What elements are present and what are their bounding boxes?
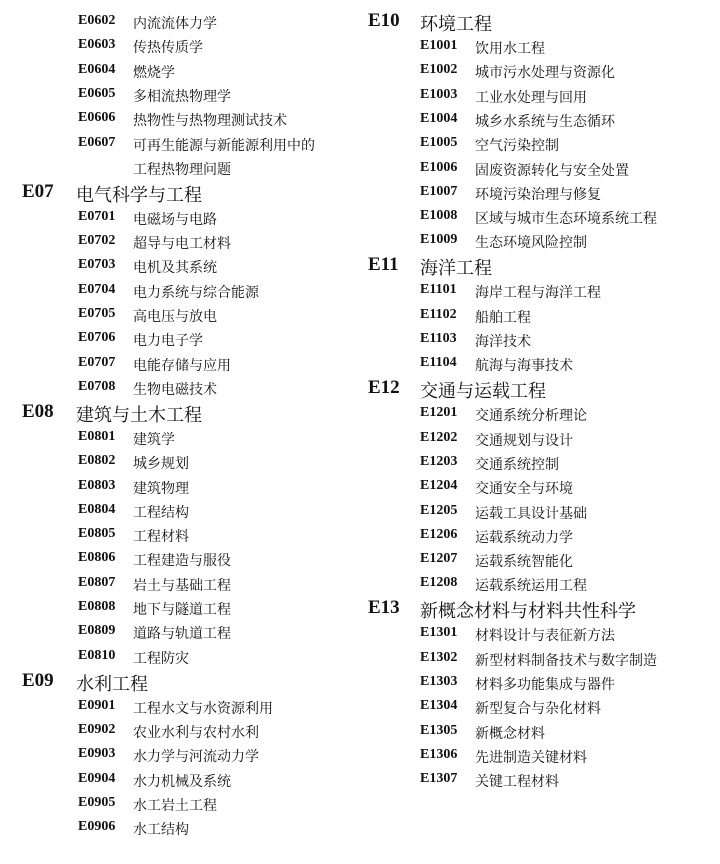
item-code: E0905: [78, 794, 116, 810]
section-code: E11: [368, 254, 399, 276]
section-code: E12: [368, 377, 400, 399]
item-name: 环境污染治理与修复: [475, 186, 601, 203]
item-code: E0809: [78, 623, 116, 639]
item-name: 城乡水系统与生态循环: [475, 113, 615, 130]
item-code: E1306: [420, 746, 458, 762]
item-name: 材料设计与表征新方法: [475, 628, 615, 645]
item-code: E0805: [78, 526, 116, 542]
item-name: 饮用水工程: [475, 41, 545, 57]
item-name: 工程结构: [133, 504, 189, 521]
item-code: E1005: [420, 135, 458, 151]
item-code: E0606: [78, 110, 116, 126]
item-name: 运载系统智能化: [475, 554, 573, 571]
item-code: E1009: [420, 232, 458, 248]
item-code: E0705: [78, 306, 116, 321]
item-name: 电力系统与综合能源: [133, 284, 259, 301]
item-name: 传热传质学: [133, 40, 203, 57]
item-code: E1302: [420, 649, 458, 665]
item-code: E0902: [78, 721, 116, 737]
item-name: 燃烧学: [133, 64, 175, 81]
item-name: 交通系统控制: [475, 456, 559, 473]
item-code: E0804: [78, 501, 116, 517]
item-name: 水力机械及系统: [133, 773, 231, 790]
item-name: 新概念材料: [475, 725, 545, 742]
item-code: E0703: [78, 257, 116, 273]
item-code: E1305: [420, 722, 458, 738]
section-title: 海洋工程: [420, 258, 492, 280]
section-title: 水利工程: [76, 673, 148, 695]
section-code: E13: [368, 597, 400, 619]
item-code: E0810: [78, 647, 116, 663]
item-code: E0802: [78, 453, 116, 469]
item-code: E1304: [420, 698, 458, 714]
item-code: E0607: [78, 134, 116, 150]
section-title: 建筑与土木工程: [76, 404, 202, 426]
item-code: E1303: [420, 674, 458, 689]
item-name: 可再生能源与新能源利用中的: [133, 137, 315, 154]
item-name: 交通安全与环境: [475, 481, 573, 498]
item-code: E0707: [78, 354, 116, 370]
item-code: E0901: [78, 697, 116, 713]
item-code: E1003: [420, 86, 458, 102]
item-name: 多相流热物理学: [133, 88, 231, 105]
item-code: E0704: [78, 281, 116, 297]
item-code: E1208: [420, 575, 458, 591]
item-code: E1307: [420, 771, 458, 787]
item-name: 建筑学: [133, 431, 175, 448]
item-code: E1202: [420, 429, 458, 445]
item-code: E1204: [420, 478, 458, 494]
item-code: E0701: [78, 208, 116, 224]
item-name: 内流流体力学: [133, 16, 217, 32]
item-name: 超导与电工材料: [133, 236, 231, 253]
item-code: E0604: [78, 61, 116, 77]
item-name: 水工岩土工程: [133, 797, 217, 814]
item-code: E1102: [420, 306, 457, 322]
item-name: 交通系统分析理论: [475, 408, 587, 425]
item-code: E0906: [78, 819, 116, 835]
item-name: 工程建造与服役: [133, 553, 231, 570]
section-code: E10: [368, 10, 400, 31]
item-code: E1205: [420, 502, 458, 518]
item-name: 海洋技术: [475, 334, 531, 350]
section-title: 交通与运载工程: [420, 381, 546, 403]
item-name: 先进制造关键材料: [475, 749, 587, 766]
item-code: E0702: [78, 233, 116, 249]
item-name: 电能存储与应用: [133, 357, 231, 374]
section-title: 环境工程: [420, 14, 492, 35]
item-name: 生物电磁技术: [133, 381, 217, 398]
item-name: 电磁场与电路: [133, 211, 217, 228]
item-code: E0602: [78, 13, 116, 28]
item-code: E0605: [78, 85, 116, 101]
item-name: 新型材料制备技术与数字制造: [475, 652, 657, 669]
item-code: E0807: [78, 574, 116, 590]
item-code: E1002: [420, 62, 458, 78]
item-code: E0603: [78, 37, 116, 53]
item-code: E1006: [420, 159, 458, 175]
item-name: 岩土与基础工程: [133, 577, 231, 594]
item-code: E0806: [78, 550, 116, 566]
item-code: E1203: [420, 453, 458, 469]
item-code: E1101: [420, 282, 457, 298]
item-code: E1008: [420, 208, 458, 224]
item-name: 水工结构: [133, 822, 189, 839]
item-name: 农业水利与农村水利: [133, 724, 259, 741]
item-code: E1301: [420, 625, 458, 641]
item-code: E1007: [420, 183, 458, 199]
item-name: 海岸工程与海洋工程: [475, 285, 601, 302]
item-name: 工程材料: [133, 529, 189, 546]
item-name: 交通规划与设计: [475, 432, 573, 449]
item-name: 电力电子学: [133, 333, 203, 350]
section-code: E09: [22, 669, 54, 691]
item-name: 道路与轨道工程: [133, 626, 231, 643]
item-name: 空气污染控制: [475, 138, 559, 155]
item-name: 高电压与放电: [133, 309, 217, 325]
item-name: 材料多功能集成与器件: [475, 677, 615, 693]
item-code: E1207: [420, 551, 458, 567]
item-code: E1104: [420, 355, 457, 371]
item-name: 新型复合与杂化材料: [475, 701, 601, 718]
item-code: E0904: [78, 770, 116, 786]
item-name: 地下与隧道工程: [133, 602, 231, 618]
item-name: 城乡规划: [133, 456, 189, 473]
item-name: 区域与城市生态环境系统工程: [475, 211, 657, 228]
item-name: 工程水文与水资源利用: [133, 700, 273, 717]
item-code: E1206: [420, 526, 458, 542]
item-name: 城市污水处理与资源化: [475, 65, 615, 82]
item-name: 工程防灾: [133, 650, 189, 667]
item-code: E0808: [78, 599, 116, 614]
item-name: 运载系统动力学: [475, 529, 573, 546]
item-name: 运载系统运用工程: [475, 578, 587, 595]
item-code: E0801: [78, 428, 116, 444]
item-name: 航海与海事技术: [475, 358, 573, 375]
item-name: 热物性与热物理测试技术: [133, 113, 287, 130]
section-code: E07: [22, 180, 54, 202]
item-name: 船舶工程: [475, 309, 531, 326]
item-name: 建筑物理: [133, 480, 189, 497]
item-name: 电机及其系统: [133, 260, 217, 277]
item-code: E0706: [78, 330, 116, 346]
section-title: 新概念材料与材料共性科学: [420, 601, 636, 623]
item-name: 工业水处理与回用: [475, 89, 587, 106]
item-code: E1201: [420, 405, 458, 421]
item-name: 关键工程材料: [475, 774, 559, 791]
item-code: E1103: [420, 331, 457, 346]
item-code: E0803: [78, 477, 116, 493]
item-name: 生态环境风险控制: [475, 235, 587, 252]
item-name: 运载工具设计基础: [475, 505, 587, 522]
item-name: 固废资源转化与安全处置: [475, 162, 629, 179]
item-name: 水力学与河流动力学: [133, 749, 259, 766]
section-title: 电气科学与工程: [76, 184, 202, 206]
item-code: E0903: [78, 746, 116, 762]
item-code: E1004: [420, 110, 458, 126]
item-name: 工程热物理问题: [133, 161, 231, 178]
item-code: E1001: [420, 38, 458, 53]
item-code: E0708: [78, 378, 116, 394]
section-code: E08: [22, 400, 54, 422]
